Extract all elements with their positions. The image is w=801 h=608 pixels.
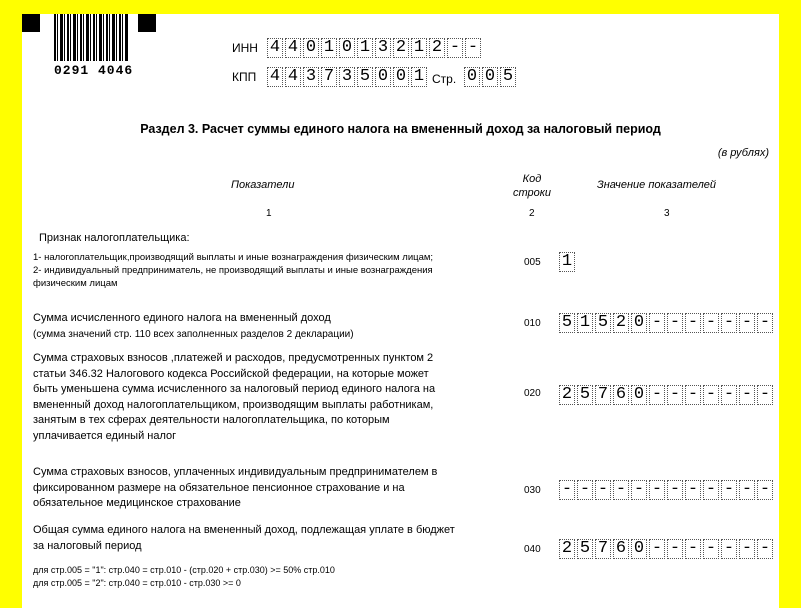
- row-040-line1: Общая сумма единого налога на вмененный доход, подлежащая уплате в бюджет: [33, 524, 455, 536]
- char-cell[interactable]: 2: [559, 385, 575, 405]
- kpp-field[interactable]: [267, 67, 429, 87]
- column-number-3: 3: [664, 208, 670, 219]
- char-cell[interactable]: 1: [321, 38, 337, 58]
- char-cell[interactable]: 4: [267, 38, 283, 58]
- char-cell[interactable]: 7: [321, 67, 337, 87]
- char-cell[interactable]: -: [685, 313, 701, 333]
- row-030-line1: Сумма страховых взносов, уплаченных индивидуальным предпринимателем в: [33, 466, 438, 478]
- char-cell[interactable]: -: [447, 38, 463, 58]
- row-005-text: [33, 251, 513, 290]
- row-030-line2: фиксированном размере на обязательное пенсионное страхование и на: [33, 481, 405, 494]
- row-010-text: [33, 311, 513, 342]
- char-cell[interactable]: 0: [393, 67, 409, 87]
- barcode: [54, 14, 134, 78]
- row-040-code: 040: [524, 544, 541, 555]
- char-cell[interactable]: -: [739, 385, 755, 405]
- char-cell[interactable]: -: [595, 480, 611, 500]
- char-cell[interactable]: 5: [595, 313, 611, 333]
- char-cell[interactable]: 2: [429, 38, 445, 58]
- char-cell[interactable]: -: [757, 539, 773, 559]
- char-cell[interactable]: -: [649, 480, 665, 500]
- row-040-note2: для стр.005 = "2": стр.040 = стр.010 - стр.030 >= 0: [33, 578, 241, 588]
- char-cell[interactable]: -: [757, 313, 773, 333]
- row-020-line6: уплачивается единый налог: [33, 429, 177, 442]
- column-number-1: 1: [266, 208, 272, 219]
- row-020-line2: статьи 346.32 Налогового кодекса Российской федерации, на которые может: [33, 367, 429, 380]
- char-cell[interactable]: -: [721, 539, 737, 559]
- char-cell[interactable]: 0: [303, 38, 319, 58]
- column-header-values: Значение показателей: [597, 179, 717, 191]
- char-cell[interactable]: -: [613, 480, 629, 500]
- char-cell[interactable]: -: [721, 385, 737, 405]
- barcode-bars: [54, 14, 128, 61]
- char-cell[interactable]: -: [703, 313, 719, 333]
- char-cell[interactable]: 1: [357, 38, 373, 58]
- char-cell[interactable]: 7: [595, 385, 611, 405]
- char-cell[interactable]: 4: [285, 67, 301, 87]
- row-020-line1: Сумма страховых взносов ,платежей и расходов, предусмотренных пунктом 2: [33, 352, 434, 364]
- char-cell[interactable]: -: [685, 385, 701, 405]
- row-040-value-field[interactable]: [559, 539, 775, 559]
- row-030-line3: обязательное медицинское страхование: [33, 497, 241, 509]
- char-cell[interactable]: 4: [285, 38, 301, 58]
- char-cell[interactable]: 5: [577, 539, 593, 559]
- char-cell[interactable]: -: [739, 539, 755, 559]
- char-cell[interactable]: 6: [613, 385, 629, 405]
- row-040-text: [33, 523, 513, 554]
- char-cell[interactable]: 5: [577, 385, 593, 405]
- char-cell[interactable]: -: [685, 480, 701, 500]
- row-010-line2: (сумма значений стр. 110 всех заполненных разделов 2 декларации): [33, 328, 354, 340]
- section-title: Раздел 3. Расчет суммы единого налога на вмененный доход за налоговый период: [140, 122, 661, 136]
- char-cell[interactable]: 1: [577, 313, 593, 333]
- char-cell[interactable]: 1: [559, 252, 575, 272]
- char-cell[interactable]: -: [721, 313, 737, 333]
- page-number-field[interactable]: [464, 67, 518, 87]
- char-cell[interactable]: 0: [482, 67, 498, 87]
- char-cell[interactable]: 3: [375, 38, 391, 58]
- column-header-code-line2: строки: [512, 187, 552, 199]
- row-010-code: 010: [524, 318, 541, 329]
- row-020-line4: вмененный доход налогоплательщиком, производящим выплаты работникам,: [33, 398, 434, 411]
- row-020-code: 020: [524, 388, 541, 399]
- char-cell[interactable]: 2: [393, 38, 409, 58]
- row-040-note1: для стр.005 = "1": стр.040 = стр.010 - (стр.020 + стр.030) >= 50% стр.010: [33, 565, 335, 575]
- column-header-code: [502, 172, 562, 200]
- row-005-heading: Признак налогоплательщика:: [39, 232, 190, 244]
- registration-marker-left: [22, 14, 40, 32]
- char-cell[interactable]: -: [631, 480, 647, 500]
- char-cell[interactable]: -: [559, 480, 575, 500]
- inn-label: ИНН: [232, 41, 258, 55]
- char-cell[interactable]: -: [667, 385, 683, 405]
- column-number-2: 2: [529, 208, 535, 219]
- char-cell[interactable]: -: [685, 539, 701, 559]
- char-cell[interactable]: -: [667, 313, 683, 333]
- row-005-line2: 2- индивидуальный предприниматель, не производящий выплаты и иные вознаграждения: [33, 265, 433, 276]
- page-label: Стр.: [432, 72, 457, 86]
- char-cell[interactable]: 1: [411, 67, 427, 87]
- column-header-code-line1: Код: [522, 173, 542, 185]
- char-cell[interactable]: -: [465, 38, 481, 58]
- row-020-text: [33, 351, 513, 444]
- char-cell[interactable]: -: [577, 480, 593, 500]
- char-cell[interactable]: 1: [411, 38, 427, 58]
- char-cell[interactable]: -: [649, 539, 665, 559]
- char-cell[interactable]: -: [739, 313, 755, 333]
- row-010-line1: Сумма исчисленного единого налога на вмененный доход: [33, 312, 331, 324]
- char-cell[interactable]: 0: [631, 539, 647, 559]
- char-cell[interactable]: -: [703, 539, 719, 559]
- char-cell[interactable]: 5: [500, 67, 516, 87]
- char-cell[interactable]: 0: [631, 313, 647, 333]
- char-cell[interactable]: -: [703, 480, 719, 500]
- char-cell[interactable]: 3: [339, 67, 355, 87]
- row-030-code: 030: [524, 485, 541, 496]
- char-cell[interactable]: 0: [339, 38, 355, 58]
- row-005-code: 005: [524, 257, 541, 268]
- row-030-value-field[interactable]: [559, 480, 775, 500]
- units-note: (в рублях): [717, 147, 769, 159]
- row-005-line3: физическим лицам: [33, 278, 118, 289]
- char-cell[interactable]: -: [721, 480, 737, 500]
- tax-form-sheet: [22, 14, 779, 608]
- char-cell[interactable]: -: [703, 385, 719, 405]
- row-020-line5: занятым в тех сферах деятельности налогоплательщика, по которым: [33, 414, 390, 426]
- char-cell[interactable]: -: [757, 480, 773, 500]
- row-005-value-field[interactable]: [559, 252, 577, 272]
- char-cell[interactable]: -: [649, 385, 665, 405]
- char-cell[interactable]: 3: [303, 67, 319, 87]
- char-cell[interactable]: 2: [613, 313, 629, 333]
- char-cell[interactable]: -: [739, 480, 755, 500]
- barcode-number: 0291 4046: [54, 63, 144, 78]
- column-header-indicators: Показатели: [231, 179, 295, 191]
- char-cell[interactable]: 7: [595, 539, 611, 559]
- char-cell[interactable]: -: [667, 480, 683, 500]
- char-cell[interactable]: 0: [375, 67, 391, 87]
- char-cell[interactable]: 5: [559, 313, 575, 333]
- row-040-line2: за налоговый период: [33, 539, 142, 552]
- row-020-value-field[interactable]: [559, 385, 775, 405]
- kpp-label: КПП: [232, 70, 257, 84]
- inn-field[interactable]: [267, 38, 483, 58]
- row-020-line3: быть уменьшена сумма исчисленного за налоговый период единого налога на: [33, 383, 436, 395]
- row-040-notes: [33, 564, 335, 590]
- char-cell[interactable]: 6: [613, 539, 629, 559]
- row-030-text: [33, 465, 513, 512]
- char-cell[interactable]: 4: [267, 67, 283, 87]
- char-cell[interactable]: -: [757, 385, 773, 405]
- char-cell[interactable]: 2: [559, 539, 575, 559]
- char-cell[interactable]: -: [649, 313, 665, 333]
- char-cell[interactable]: 0: [631, 385, 647, 405]
- row-010-value-field[interactable]: [559, 313, 775, 333]
- char-cell[interactable]: 0: [464, 67, 480, 87]
- row-005-line1: 1- налогоплательщик,производящий выплаты и иные вознаграждения физическим лицам;: [33, 252, 434, 263]
- registration-marker-right: [138, 14, 156, 32]
- char-cell[interactable]: -: [667, 539, 683, 559]
- char-cell[interactable]: 5: [357, 67, 373, 87]
